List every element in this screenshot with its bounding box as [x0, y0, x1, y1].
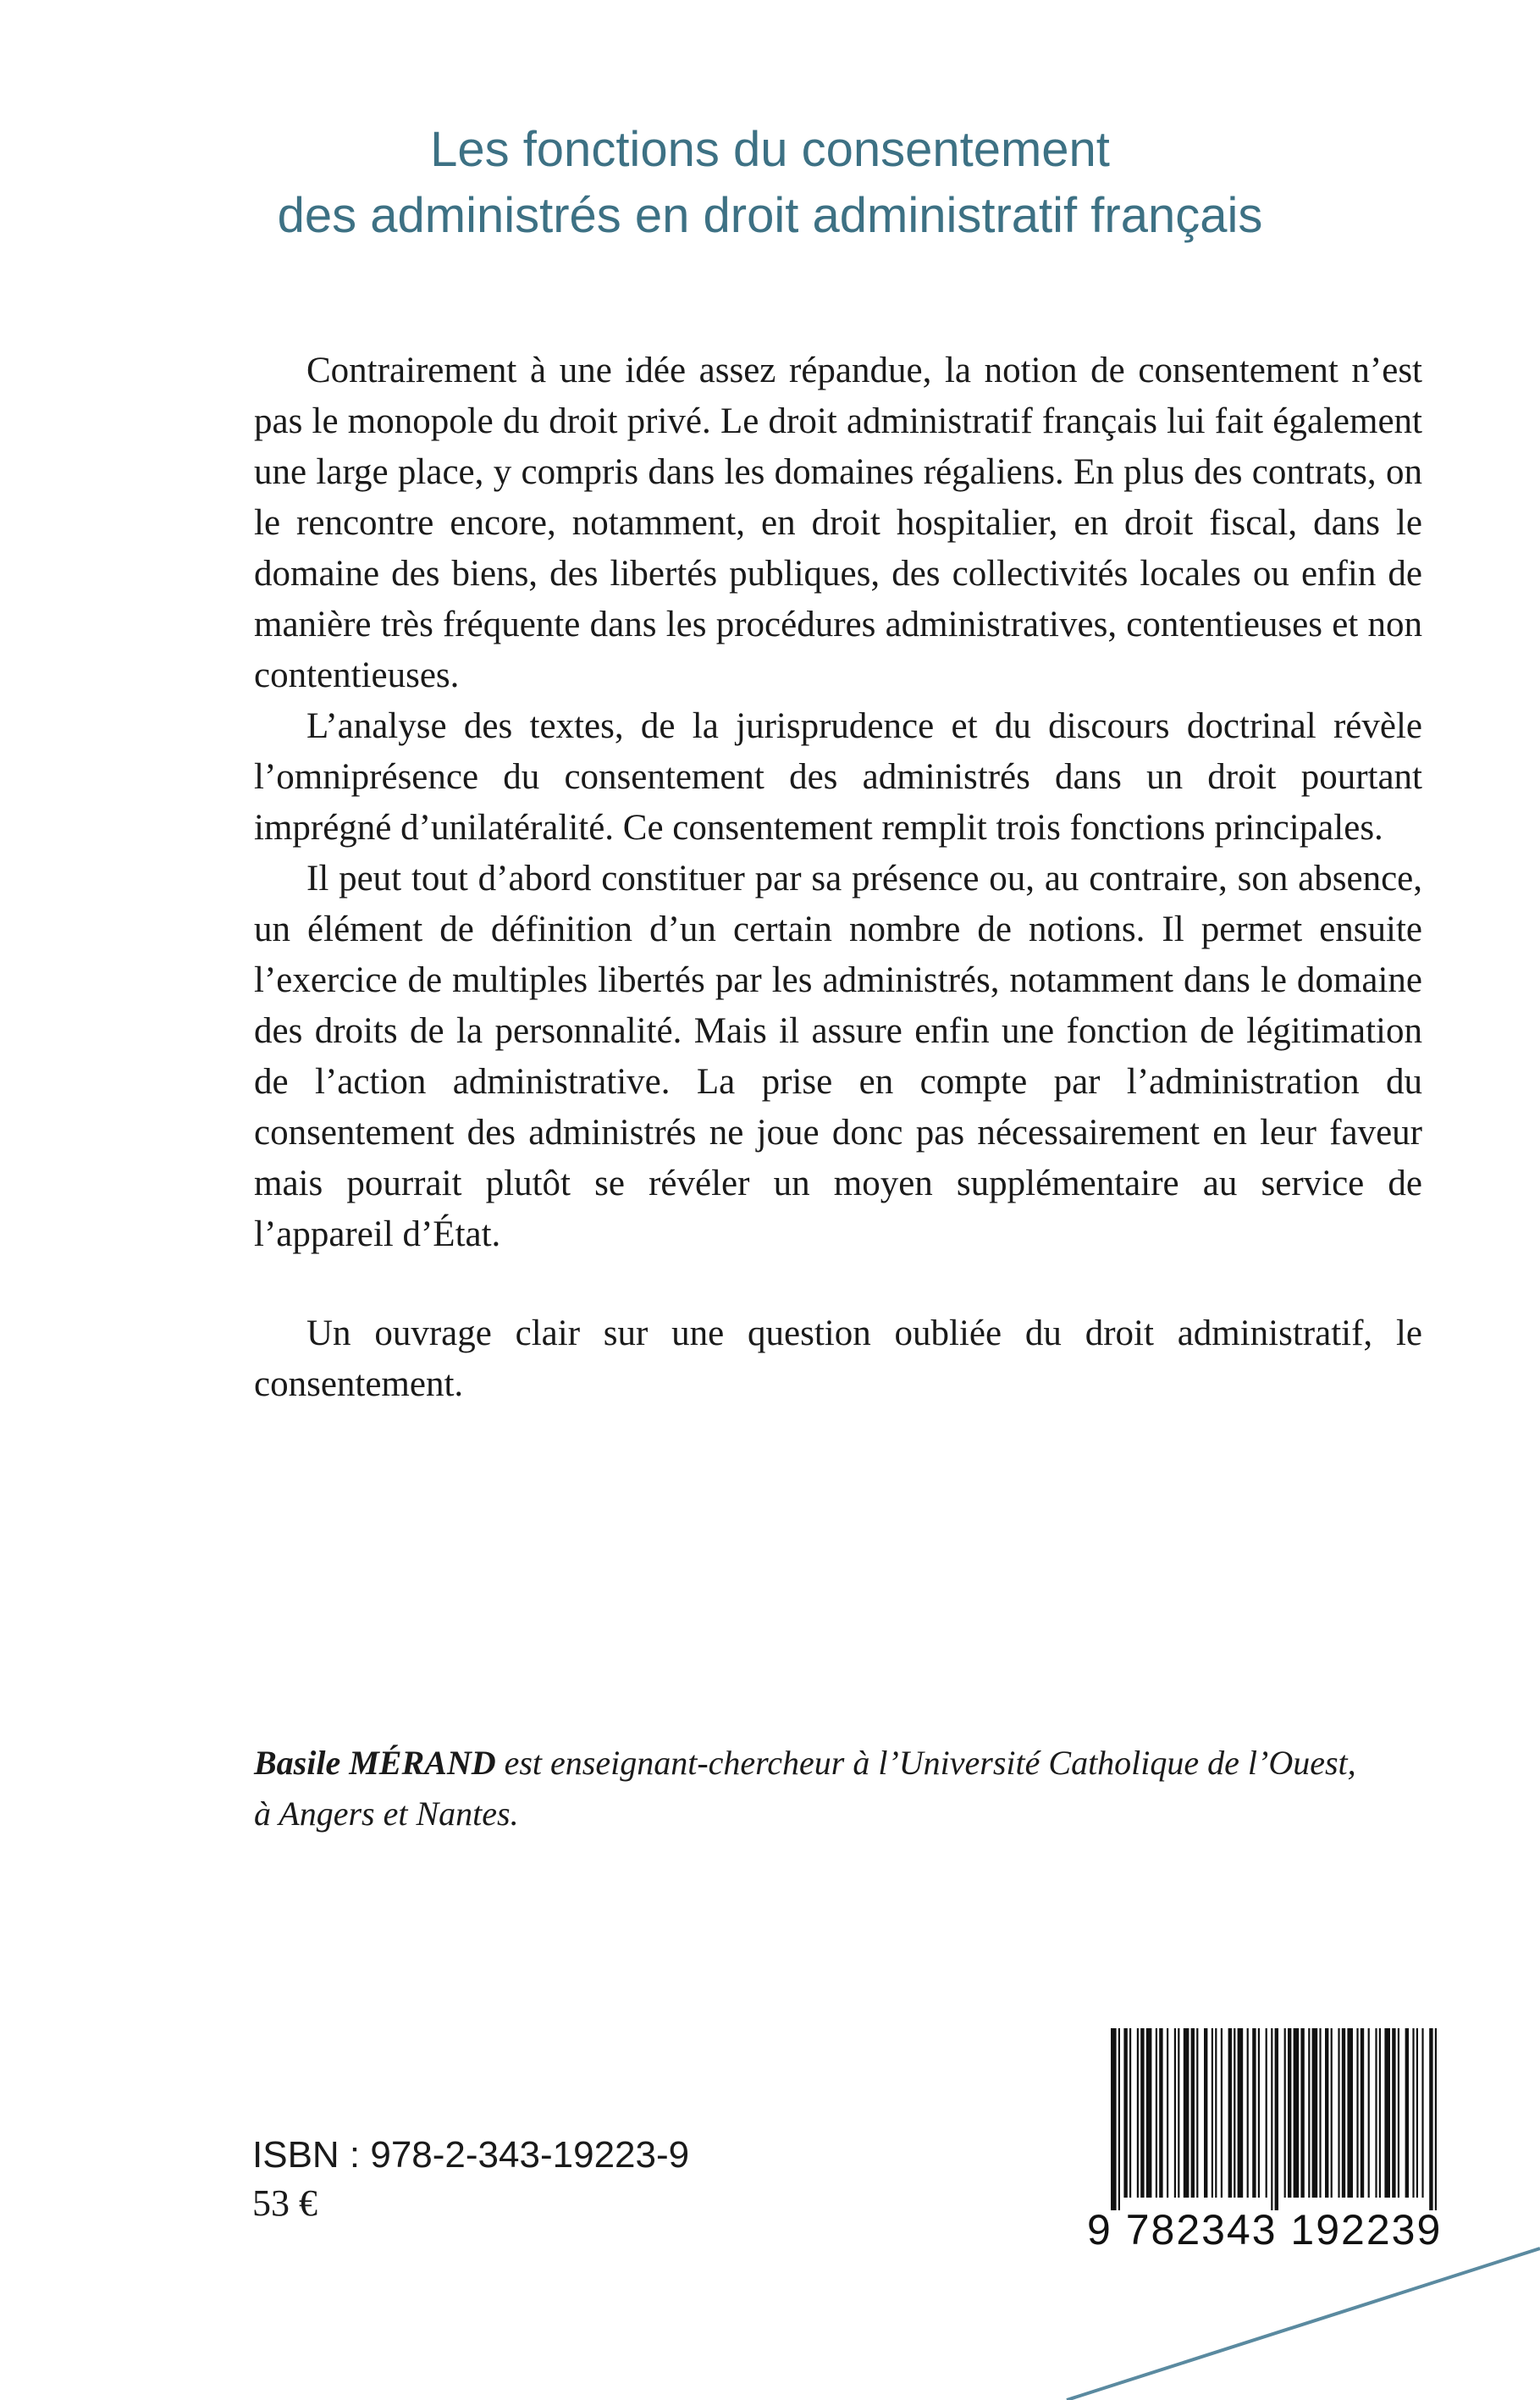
author-bio-line-1: est enseignant-chercheur à l’Université Catholique de l’Ouest, [495, 1744, 1356, 1782]
blurb-paragraph-2: L’analyse des textes, de la jurisprudence et du discours doctrinal révèle l’omniprésence du consentement des administrés dans un droit pourtant imprégné d’unilatéralité. Ce consentement remplit trois fonctions principales. [254, 706, 1422, 848]
author-name: Basile MÉRAND [254, 1744, 496, 1782]
blurb-paragraph-1: Contrairement à une idée assez répandue, la notion de consentement n’est pas le monopole du droit privé. Le droit administratif français lui fait également une large place, y compris dans les domaines régaliens. En plus des contrats, on le rencontre encore, notamment, en droit hospitalier, en droit fiscal, dans le domaine des biens, des libertés publiques, des collectivités locales ou enfin de manière très fréquente dans les procédures administratives, contentieuses et non contentieuses. [254, 351, 1422, 695]
blurb-paragraph-4: Un ouvrage clair sur une question oubliée du droit administratif, le consentement. [254, 1313, 1422, 1404]
isbn-text: ISBN : 978-2-343-19223-9 [252, 2134, 690, 2176]
barcode-digits: 9 782343 192239 [1087, 2206, 1443, 2253]
book-title-line-1: Les fonctions du consentement [430, 122, 1110, 177]
blurb-paragraph-3: Il peut tout d’abord constituer par sa présence ou, au contraire, son absence, un élément de définition d’un certain nombre de notions. Il permet ensuite l’exercice de multiples libertés par les administrés, notamment dans le domaine des droits de la personnalité. Mais il assure enfin une fonction de légitimation de l’action administrative. La prise en compte par l’administration du consentement des administrés ne joue donc pas nécessairement en leur faveur mais pourrait plutôt se révéler un moyen supplémentaire au service de l’appareil d’État. [254, 859, 1422, 1254]
book-title-line-2: des administrés en droit administratif français [277, 188, 1263, 243]
price-text: 53 € [252, 2182, 317, 2224]
author-bio-line-2: à Angers et Nantes. [254, 1794, 519, 1833]
